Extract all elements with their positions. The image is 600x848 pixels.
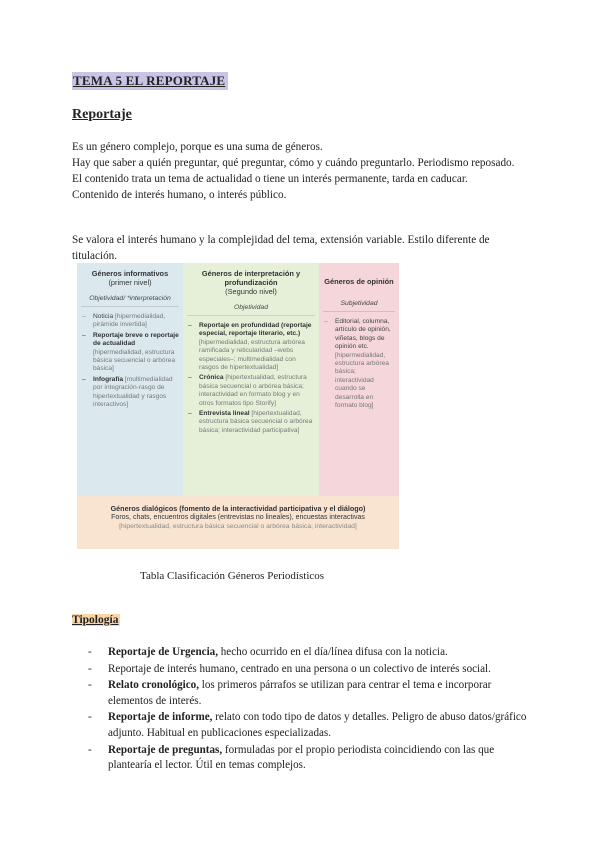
typology-list xyxy=(88,645,528,775)
column-criterion: Objetividad xyxy=(187,304,315,316)
dialogic-features: [hipertextualidad, estructura básica secuencial o arbórea básica; interactividad] xyxy=(119,523,357,530)
typology-item: - Reportaje de interés humano, centrado en una persona o un colectivo de interés social. xyxy=(88,662,528,678)
intro-paragraph xyxy=(72,139,532,203)
column-interpretation xyxy=(183,263,319,496)
genre-item: – Reportaje breve o reportaje de actualidad [hipermedialidad, estructura básica secuencial o arbórea básica] xyxy=(81,332,179,374)
column-criterion: Subjetividad xyxy=(323,300,395,312)
valuation-paragraph: Se valora el interés humano y la complejidad del tema, extensión variable. Estilo diferente de titulación. xyxy=(72,234,490,262)
genre-list xyxy=(319,318,399,410)
typology-item: - Reportaje de Urgencia, hecho ocurrido en el día/línea difusa con la noticia. xyxy=(88,645,528,661)
dialogic-title: Géneros dialógicos (fomento de la interactividad participativa y el diálogo) xyxy=(110,504,366,513)
genre-list xyxy=(77,313,183,409)
genre-item: – Editorial, columna, artículo de opinión, viñetas, blogs de opinión etc. [hipermedialidad, estructura arbórea básica; interactividad cuando se desarrolla en formato blog] xyxy=(323,318,395,410)
figure-caption: Tabla Clasificación Géneros Periodísticos xyxy=(140,570,325,582)
typology-item: - Reportaje de preguntas, formuladas por el propio periodista coincidiendo con las que plantearía el lector. Útil en temas complejos. xyxy=(88,743,528,774)
column-opinion xyxy=(319,263,399,496)
intro-line: El contenido trata un tema de actualidad o tiene un interés permanente, tarda en caducar. xyxy=(72,173,468,185)
document-title: TEMA 5 EL REPORTAJE xyxy=(72,72,228,90)
genre-item: – Crónica [hipertextualidad, estructura básica secuencial o arbórea básica; interactividad en formato blog y en otros formatos tipo Storify] xyxy=(187,374,315,408)
genres-classification-table xyxy=(77,263,399,549)
column-header: Géneros de opinión xyxy=(324,277,394,286)
column-criterion: Objetividad/ *interpretación xyxy=(81,295,179,307)
column-header: Géneros de interpretación y profundización (Segundo nivel) xyxy=(201,269,301,296)
genre-item: – Entrevista lineal [hipertextualidad, estructura básica secuencial o arbórea básica; interactividad participativa] xyxy=(187,410,315,435)
intro-line: Es un género complejo, porque es una suma de géneros. xyxy=(72,141,323,153)
column-informative xyxy=(77,263,183,496)
typology-item: - Reportaje de informe, relato con todo tipo de datos y detalles. Peligro de abuso datos/gráfico adjunto. Habitual en publicaciones especializadas. xyxy=(88,710,528,741)
genre-item: – Noticia [hipermedialidad, pirámide invertida] xyxy=(81,313,179,330)
dialogic-genres-row xyxy=(77,496,399,549)
typology-item: - Relato cronológico, los primeros párrafos se utilizan para centrar el tema e incorporar elementos de interés. xyxy=(88,678,528,709)
section-heading-tipologia: Tipología xyxy=(72,614,119,626)
genre-item: – Reportaje en profundidad (reportaje especial, reportaje literario, etc.) [hipermedialidad, estructura arbórea ramificada y reticularidad –webs especiales–; multimedialidad con rasgos de hipertextualidad] xyxy=(187,322,315,372)
genre-list xyxy=(183,322,319,435)
dialogic-examples: Foros, chats, encuentros digitales (entrevistas no lineales), encuestas interactivas xyxy=(111,514,365,521)
intro-line: Contenido de interés humano, o interés público. xyxy=(72,189,287,201)
section-heading-reportaje: Reportaje xyxy=(72,107,132,122)
genre-item: – Infografía [multimedialidad por integración-rasgo de hipertextualidad y rasgos interactivos] xyxy=(81,376,179,410)
intro-line: Hay que saber a quién preguntar, qué preguntar, cómo y cuándo preguntarlo. Periodismo reposado. xyxy=(72,157,515,169)
column-header: Géneros informativos (primer nivel) xyxy=(91,269,169,287)
